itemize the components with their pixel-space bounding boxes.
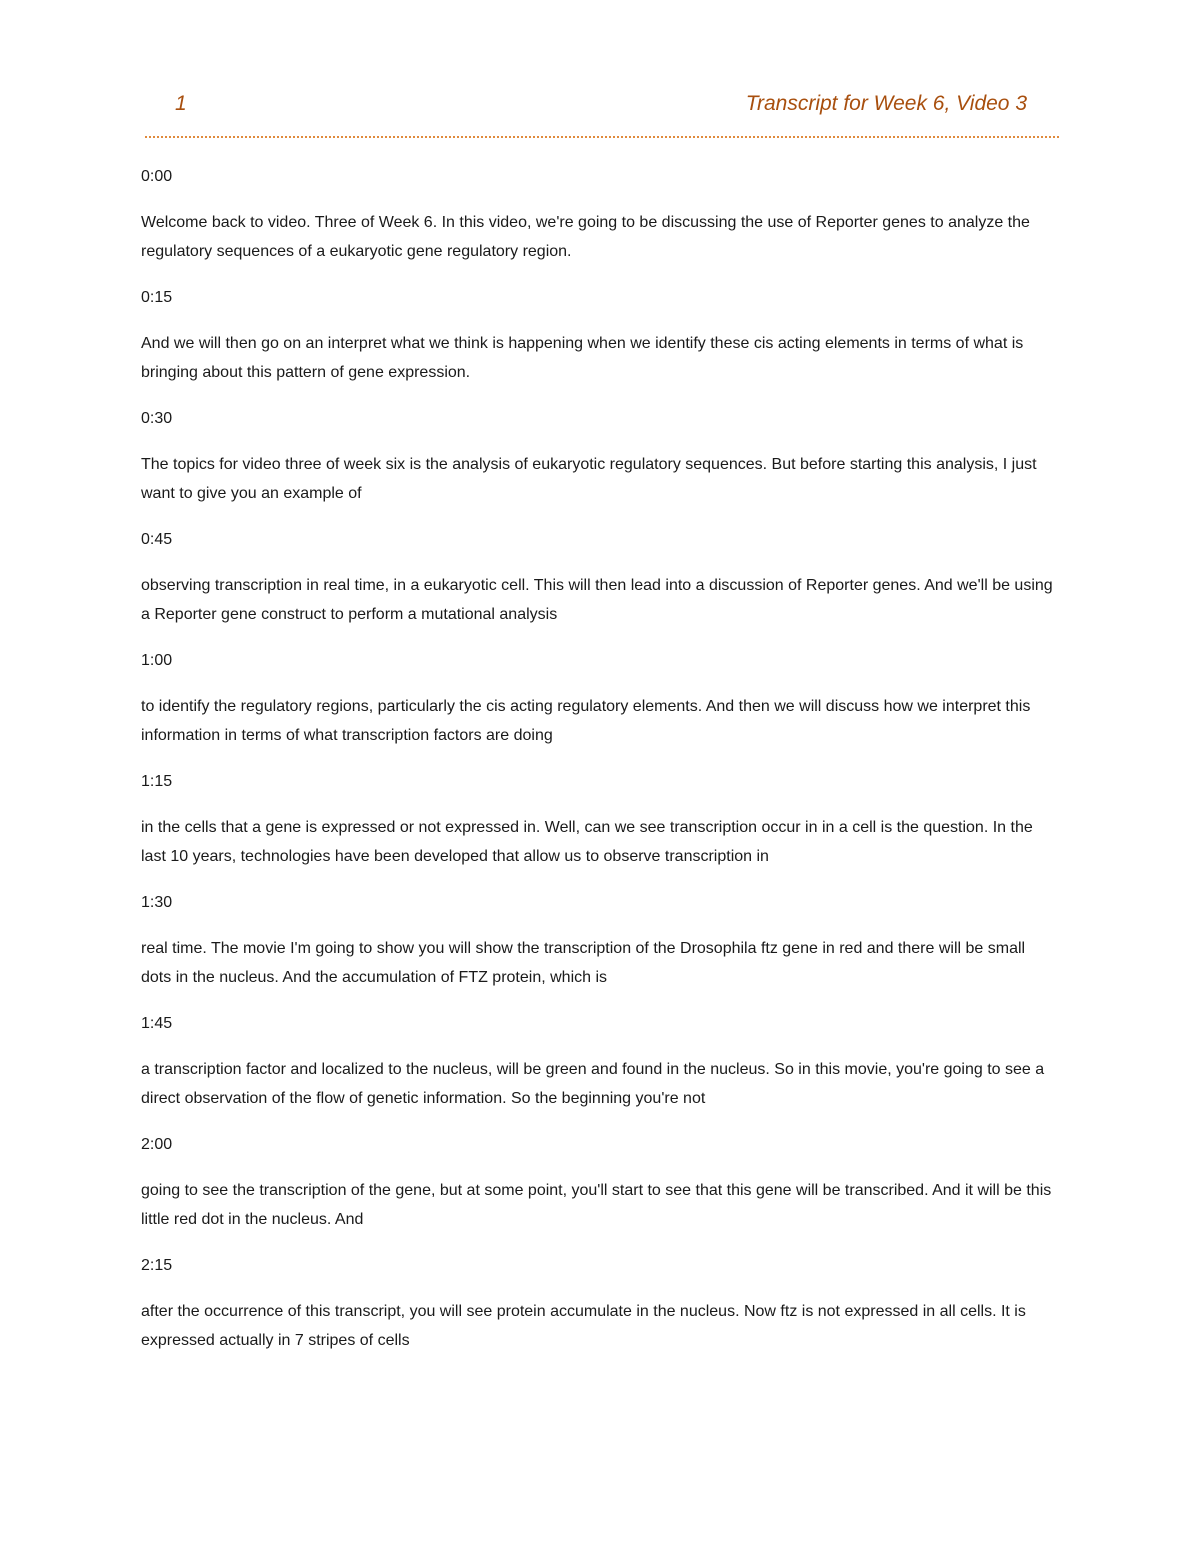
timestamp: 1:30	[141, 894, 173, 911]
timestamp: 1:15	[141, 773, 173, 790]
transcript-paragraph: a transcription factor and localized to the nucleus, will be green and found in the nucleus. So in this movie, you're going to see a direct observation of the flow of genetic information. So the beginning you're not	[141, 1061, 1045, 1107]
header-divider	[145, 136, 1059, 138]
timestamp: 0:00	[141, 168, 173, 185]
timestamp: 1:45	[141, 1015, 173, 1032]
transcript-paragraph: after the occurrence of this transcript, you will see protein accumulate in the nucleus. Now ftz is not expressed in all cells. It is expressed actually in 7 stripes of cells	[141, 1303, 1026, 1349]
page-number: 1	[175, 92, 187, 115]
timestamp: 0:30	[141, 410, 173, 427]
document-title: Transcript for Week 6, Video 3	[745, 92, 1027, 115]
transcript-paragraph: real time. The movie I'm going to show you will show the transcription of the Drosophila ftz gene in red and there will be small dots in the nucleus. And the accumulation of FTZ protein, which is	[141, 940, 1026, 986]
transcript-paragraph: Welcome back to video. Three of Week 6. In this video, we're going to be discussing the use of Reporter genes to analyze the regulatory sequences of a eukaryotic gene regulatory region.	[141, 214, 1030, 260]
transcript-paragraph: in the cells that a gene is expressed or not expressed in. Well, can we see transcription occur in in a cell is the question. In the last 10 years, technologies have been developed that allow us to observe transcription in	[141, 819, 1033, 865]
page-header	[145, 88, 1059, 122]
transcript-paragraph: going to see the transcription of the gene, but at some point, you'll start to see that this gene will be transcribed. And it will be this little red dot in the nucleus. And	[141, 1182, 1052, 1228]
transcript-paragraph: And we will then go on an interpret what we think is happening when we identify these cis acting elements in terms of what is bringing about this pattern of gene expression.	[141, 335, 1024, 381]
timestamp: 0:45	[141, 531, 173, 548]
transcript-body	[141, 162, 1059, 1372]
timestamp: 2:15	[141, 1257, 173, 1274]
timestamp: 0:15	[141, 289, 173, 306]
timestamp: 1:00	[141, 652, 173, 669]
transcript-paragraph: to identify the regulatory regions, particularly the cis acting regulatory elements. And then we will discuss how we interpret this information in terms of what transcription factors are doing	[141, 698, 1031, 744]
transcript-paragraph: observing transcription in real time, in a eukaryotic cell. This will then lead into a discussion of Reporter genes. And we'll be using a Reporter gene construct to perform a mutational analysis	[141, 577, 1053, 623]
transcript-paragraph: The topics for video three of week six is the analysis of eukaryotic regulatory sequences. But before starting this analysis, I just want to give you an example of	[141, 456, 1037, 502]
timestamp: 2:00	[141, 1136, 173, 1153]
